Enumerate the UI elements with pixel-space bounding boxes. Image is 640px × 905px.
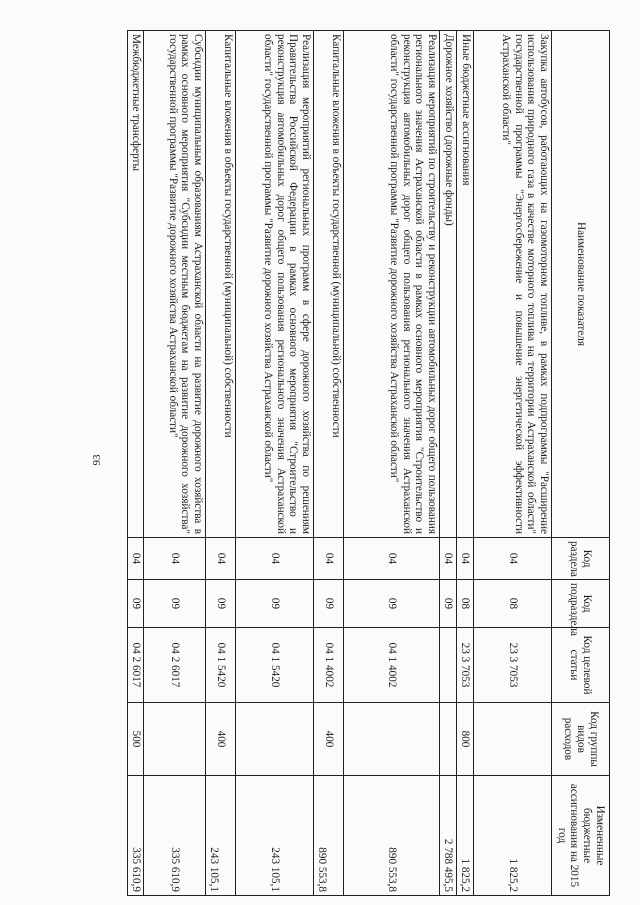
row-podrazdel: 08 [474,580,552,628]
row-vid: 800 [457,703,474,776]
row-celevaya: 04 1 5420 [206,628,236,703]
row-razdel: 04 [314,538,344,580]
row-razdel: 04 [144,538,206,580]
row-podrazdel: 09 [128,580,144,628]
budget-table [127,30,610,896]
rotated-page-content [130,30,610,895]
row-celevaya [440,628,457,703]
row-razdel: 04 [344,538,440,580]
row-vid: 500 [128,703,144,776]
row-razdel: 04 [128,538,144,580]
row-amount: 335 610,9 [144,776,206,896]
row-vid [440,703,457,776]
row-vid: 400 [206,703,236,776]
row-podrazdel: 09 [144,580,206,628]
row-amount: 1 825,2 [474,776,552,896]
row-vid [474,703,552,776]
header-podrazdel: Код подраздела [552,580,610,628]
header-name: Наименование показателя [552,31,610,538]
row-amount: 890 553,8 [314,776,344,896]
row-vid [144,703,206,776]
header-razdel: Код раздела [552,538,610,580]
row-amount: 335 610,9 [128,776,144,896]
row-razdel: 04 [457,538,474,580]
row-podrazdel: 09 [236,580,314,628]
row-celevaya: 04 2 6017 [144,628,206,703]
row-razdel: 04 [474,538,552,580]
row-razdel: 04 [236,538,314,580]
row-podrazdel: 08 [457,580,474,628]
header-amount: Измененные бюджетные ассигнования на 2015 год [552,776,610,896]
table-row [144,31,206,896]
row-name: Закупка автобусов, работающих на газомоторном топливе, в рамках подпрограммы "Расширение использования природного газа в качестве моторного топлива на территории Астраханской области" государственной программы "Энергосбережение и повышение энергетической эффективности Астраханской области" [474,31,552,538]
row-name: Реализация мероприятий по строительству и реконструкции автомобильных дорог общего пользования регионального значения Астраханской области в рамках основного мероприятия "Строительство и реконструкция автомобильных дорог общего пользования регионального значения Астраханской области" государственной программы "Развитие дорожного хозяйства Астраханской области" [344,31,440,538]
row-amount: 243 105,1 [236,776,314,896]
row-celevaya: 04 2 6017 [128,628,144,703]
header-vid: Код группы видов расходов [552,703,610,776]
row-name: Иные бюджетные ассигнования [457,31,474,538]
header-row [552,31,610,896]
page-number: 93 [91,454,103,466]
table-row [344,31,440,896]
row-celevaya: 23 3 7053 [457,628,474,703]
row-name: Капитальные вложения в объекты государственной (муниципальной) собственности [206,31,236,538]
table-row [474,31,552,896]
row-podrazdel: 09 [314,580,344,628]
row-amount: 2 788 495,5 [440,776,457,896]
row-celevaya: 04 1 4002 [314,628,344,703]
row-name: Реализация мероприятий региональных программ в сфере дорожного хозяйства по решениям Правительства Российской Федерации в рамках основного мероприятия "Строительство и реконструкция автомобильных дорог общего пользования регионального значения Астраханской области" государственной программы "Развитие дорожного хозяйства Астраханской области" [236,31,314,538]
row-vid [344,703,440,776]
row-celevaya: 04 1 4002 [344,628,440,703]
row-razdel: 04 [440,538,457,580]
row-razdel: 04 [206,538,236,580]
row-name: Капитальные вложения в объекты государственной (муниципальной) собственности [314,31,344,538]
row-amount: 1 825,2 [457,776,474,896]
row-vid [236,703,314,776]
row-amount: 243 105,1 [206,776,236,896]
table-row [314,31,344,896]
row-celevaya: 23 3 7053 [474,628,552,703]
header-celevaya: Код целевой статьи [552,628,610,703]
table-row [457,31,474,896]
row-podrazdel: 09 [206,580,236,628]
table-row [206,31,236,896]
table-row [128,31,144,896]
row-vid: 400 [314,703,344,776]
table-row [440,31,457,896]
row-podrazdel: 09 [344,580,440,628]
row-name: Межбюджетные трансферты [128,31,144,538]
row-amount: 890 553,8 [344,776,440,896]
row-name: Субсидии муниципальным образованиям Астраханской области на развитие дорожного хозяйства в рамках основного мероприятия "Субсидии местным бюджетам на развитие дорожного хозяйства" государственной программы "Развитие дорожного хозяйства Астраханской области" [144,31,206,538]
row-name: Дорожное хозяйство (дорожные фонды) [440,31,457,538]
row-celevaya: 04 1 5420 [236,628,314,703]
table-row [236,31,314,896]
row-podrazdel: 09 [440,580,457,628]
